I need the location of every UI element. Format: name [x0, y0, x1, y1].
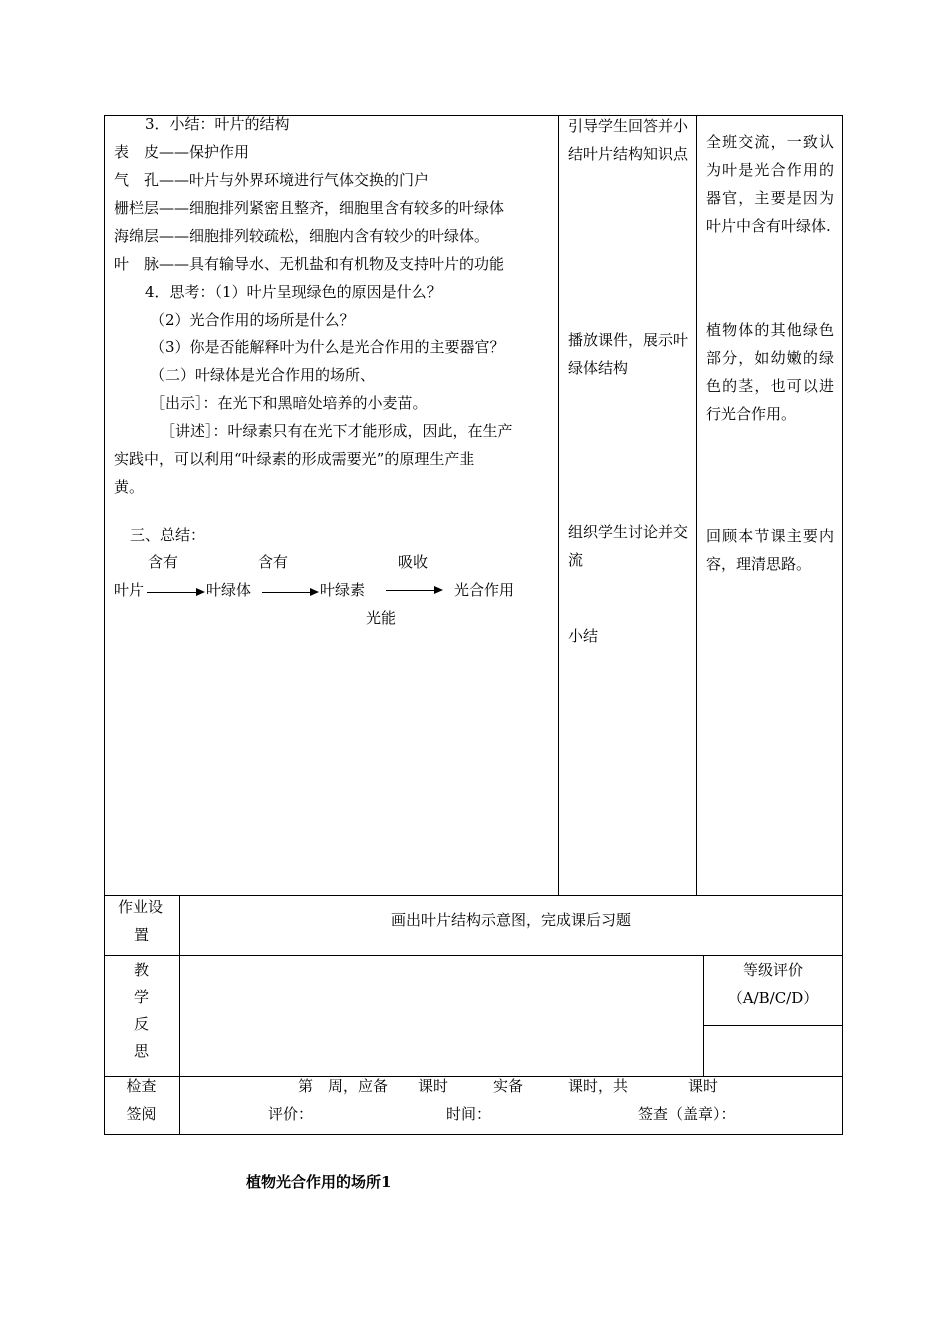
reflection-label-char-2: 学 [133, 988, 149, 1006]
student-note-review: 回顾本节课主要内容，理清思路。 [706, 527, 834, 573]
reflection-label-char-4: 思 [133, 1042, 149, 1060]
show-note: ［出示］：在光下和黑暗处培养的小麦苗。 [150, 394, 428, 412]
flow-node-chlorophyll: 叶绿素 [320, 581, 366, 599]
check-label-1: 检查 [126, 1077, 157, 1095]
flow-label-absorb: 吸收 [398, 553, 429, 571]
teacher-note-courseware: 播放课件，展示叶绿体结构 [568, 331, 689, 377]
structure-epidermis: 表 皮——保护作用 [114, 143, 250, 161]
teacher-note-summary: 小结 [568, 627, 599, 645]
homework-content: 画出叶片结构示意图，完成课后习题 [390, 911, 631, 929]
grade-label: 等级评价 [742, 961, 803, 979]
student-note-other-parts: 植物体的其他绿色部分，如幼嫩的绿色的茎，也可以进行光合作用。 [706, 321, 834, 423]
reflection-label-char-1: 教 [133, 961, 149, 979]
flow-node-photosynthesis: 光合作用 [454, 581, 515, 599]
flow-node-chloroplast: 叶绿体 [206, 581, 252, 599]
think-question-2: （2）光合作用的场所是什么？ [150, 311, 355, 329]
lecture-line-3: 黄。 [114, 478, 145, 496]
structure-palisade: 栅栏层——细胞排列紧密且整齐，细胞里含有较多的叶绿体 [114, 199, 505, 217]
flow-label-contain-1: 含有 [148, 553, 179, 571]
teacher-note-discussion: 组织学生讨论并交流 [568, 523, 689, 569]
check-time-label: 时间： [446, 1105, 492, 1123]
flow-label-light: 光能 [366, 609, 397, 627]
student-note-exchange: 全班交流，一致认为叶是光合作用的器官，主要是因为叶片中含有叶绿体. [706, 133, 834, 235]
lecture-line-1: ［讲述］：叶绿素只有在光下才能形成，因此，在生产 [160, 422, 513, 440]
check-sign-label: 签查（盖章）： [638, 1105, 736, 1123]
grade-options: （A/B/C/D） [727, 989, 819, 1007]
flow-arrow-2 [262, 592, 317, 593]
structure-spongy: 海绵层——细胞排列较疏松，细胞内含有较少的叶绿体。 [114, 227, 490, 245]
flow-arrow-1 [147, 592, 203, 593]
think-question-1: 4．思考：（1）叶片呈现绿色的原因是什么？ [130, 283, 442, 301]
flow-label-contain-2: 含有 [258, 553, 289, 571]
flow-node-leaf: 叶片 [114, 581, 145, 599]
check-label-2: 签阅 [126, 1105, 157, 1123]
homework-label-1: 作业设 [118, 898, 164, 916]
section-chloroplast: （二）叶绿体是光合作用的场所、 [150, 366, 376, 384]
homework-label-2: 置 [134, 926, 150, 944]
reflection-label-char-3: 反 [133, 1015, 149, 1033]
structure-vein: 叶 脉——具有输导水、无机盐和有机物及支持叶片的功能 [114, 255, 505, 273]
lecture-line-2: 实践中，可以利用“叶绿素的形成需要光”的原理生产韭 [114, 450, 475, 468]
next-lesson-title: 植物光合作用的场所1 [246, 1173, 392, 1191]
summary-title: 三、总结： [130, 526, 206, 544]
flow-arrow-3 [386, 590, 441, 591]
summary-heading: 3．小结：叶片的结构 [130, 115, 290, 133]
structure-stomata: 气 孔——叶片与外界环境进行气体交换的门户 [114, 171, 430, 189]
teacher-note-guide: 引导学生回答并小结叶片结构知识点 [568, 117, 689, 163]
check-eval-label: 评价： [268, 1105, 314, 1123]
think-question-3: （3）你是否能解释叶为什么是光合作用的主要器官？ [150, 338, 505, 356]
check-lesson-count: 第 周，应备 课时 实备 课时，共 课时 [298, 1077, 719, 1095]
